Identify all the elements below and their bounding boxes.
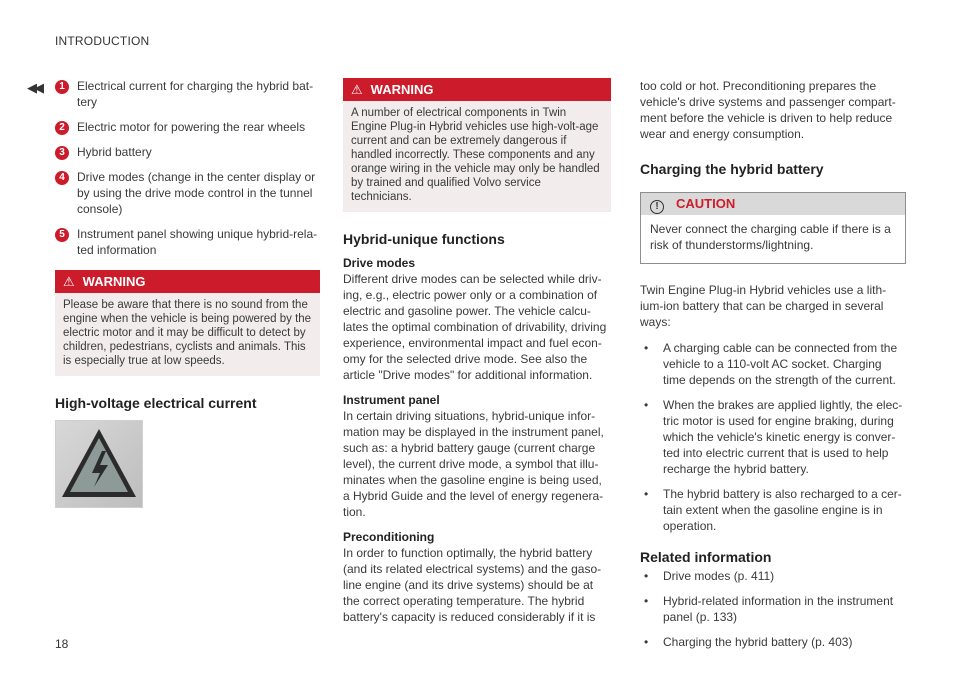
bullet-icon: • — [644, 487, 649, 501]
list-item — [55, 78, 320, 110]
numbered-list — [55, 78, 320, 258]
charging-heading: Charging the hybrid battery — [640, 161, 824, 177]
bullet-icon: • — [644, 594, 649, 608]
related-link-text[interactable]: Drive modes (p. 411) — [663, 569, 775, 583]
list-item — [640, 397, 906, 477]
list-item-text: Electrical current for charging the hybrid bat-tery — [77, 79, 314, 109]
related-link[interactable] — [640, 568, 906, 584]
preconditioning-text-continued: too cold or hot. Preconditioning prepares the vehicle's drive systems and passenger compart-ment before the vehicle is driven to help reduce wear and energy consumption. — [640, 79, 896, 141]
number-badge: 5 — [55, 228, 69, 242]
double-chevron-left-icon[interactable]: ◀◀ — [27, 80, 41, 95]
high-voltage-symbol-image — [55, 420, 143, 508]
exclamation-circle-icon: ! — [650, 200, 664, 214]
number-badge: 3 — [55, 146, 69, 160]
section-title: INTRODUCTION — [55, 34, 150, 48]
high-voltage-icon — [56, 421, 142, 507]
column-left — [55, 78, 320, 508]
related-link[interactable] — [640, 634, 906, 650]
caution-title: CAUTION — [676, 196, 736, 211]
hybrid-functions-heading: Hybrid-unique functions — [343, 231, 505, 247]
warning-text: A number of electrical components in Twin Engine Plug-in Hybrid vehicles use high-volt-age current and can be extremely dangerous if handled incorrectly. These components and any orange wiring in the vehicle may only be handled by trained and qualified Volvo service technicians. — [351, 107, 600, 203]
list-item-text: Electric motor for powering the rear wheels — [77, 120, 306, 134]
warning-text: Please be aware that there is no sound from the engine when the vehicle is being powered by the electric motor and it may be difficult to detect by children, pedestrians, cyclists and animals. This is especially true at low speeds. — [63, 299, 312, 367]
number-badge: 1 — [55, 80, 69, 94]
list-item-text: When the brakes are applied lightly, the elec-tric motor is used for engine braking, during which the vehicle's kinetic energy is conver-ted into electric current that is used to help recharge the hybrid battery. — [663, 398, 903, 476]
warning-header — [55, 270, 320, 293]
instrument-panel-text: In certain driving situations, hybrid-unique infor-mation may be displayed in the instrument panel, such as: a hybrid battery gauge (current charge level), the current drive mode, a symbol that illu-minates when the gasoline engine is being used, a Hybrid Guide and the level of energy regenera-tion. — [343, 409, 604, 519]
number-badge: 4 — [55, 171, 69, 185]
list-item — [55, 119, 320, 135]
related-links-list — [640, 568, 906, 650]
warning-title: WARNING — [82, 274, 146, 289]
warning-box — [343, 78, 611, 212]
hv-heading: High-voltage electrical current — [55, 395, 257, 411]
drive-modes-heading: Drive modes — [343, 256, 416, 270]
list-item-text: Instrument panel showing unique hybrid-rela-ted information — [77, 227, 318, 257]
warning-triangle-icon: ⚠ — [63, 274, 75, 289]
caution-text: Never connect the charging cable if there is a risk of thunderstorms/lightning. — [650, 222, 891, 252]
list-item — [640, 486, 906, 534]
bullet-icon: • — [644, 398, 649, 412]
list-item-text: Drive modes (change in the center display or by using the drive mode control in the tunnel console) — [77, 170, 316, 216]
related-link[interactable] — [640, 593, 906, 625]
column-middle — [343, 78, 611, 625]
bullet-icon: • — [644, 341, 649, 355]
charging-intro: Twin Engine Plug-in Hybrid vehicles use a lith-ium-ion battery that can be charged in several ways: — [640, 283, 887, 329]
number-badge: 2 — [55, 121, 69, 135]
list-item — [55, 144, 320, 160]
preconditioning-text: In order to function optimally, the hybrid battery (and its related electrical systems) and the gaso-line engine (and its drive systems) should be at the correct operating temperature. The hybrid battery's capacity is reduced considerably if it is — [343, 546, 602, 624]
preconditioning-heading: Preconditioning — [343, 530, 435, 544]
charging-bullet-list — [640, 340, 906, 534]
related-link-text[interactable]: Hybrid-related information in the instrument panel (p. 133) — [663, 594, 894, 624]
caution-header — [641, 193, 905, 215]
list-item — [55, 226, 320, 258]
instrument-panel-heading: Instrument panel — [343, 393, 440, 407]
warning-header — [343, 78, 611, 101]
list-item-text: A charging cable can be connected from the vehicle to a 110-volt AC socket. Charging time depends on the strength of the current. — [663, 341, 898, 387]
bullet-icon: • — [644, 635, 649, 649]
warning-triangle-icon: ⚠ — [351, 82, 363, 97]
warning-title: WARNING — [370, 82, 434, 97]
related-link-text[interactable]: Charging the hybrid battery (p. 403) — [663, 635, 853, 649]
warning-box — [55, 270, 320, 376]
list-item — [55, 169, 320, 217]
drive-modes-text: Different drive modes can be selected while driv-ing, e.g., electric power only or a combination of electric and gasoline power. The vehicle calcu-lates the optimal combination of drivability, driving experience, environmental impact and fuel econ-omy for the selected drive mode. See also the article "Drive modes" for additional information. — [343, 272, 607, 382]
list-item-text: Hybrid battery — [77, 145, 152, 159]
list-item-text: The hybrid battery is also recharged to a cer-tain extent when the gasoline engine is in operation. — [663, 487, 902, 533]
page-number: 18 — [55, 637, 69, 651]
list-item — [640, 340, 906, 388]
caution-box — [640, 192, 906, 264]
bullet-icon: • — [644, 569, 649, 583]
column-right — [640, 78, 906, 659]
related-info-heading: Related information — [640, 549, 772, 565]
